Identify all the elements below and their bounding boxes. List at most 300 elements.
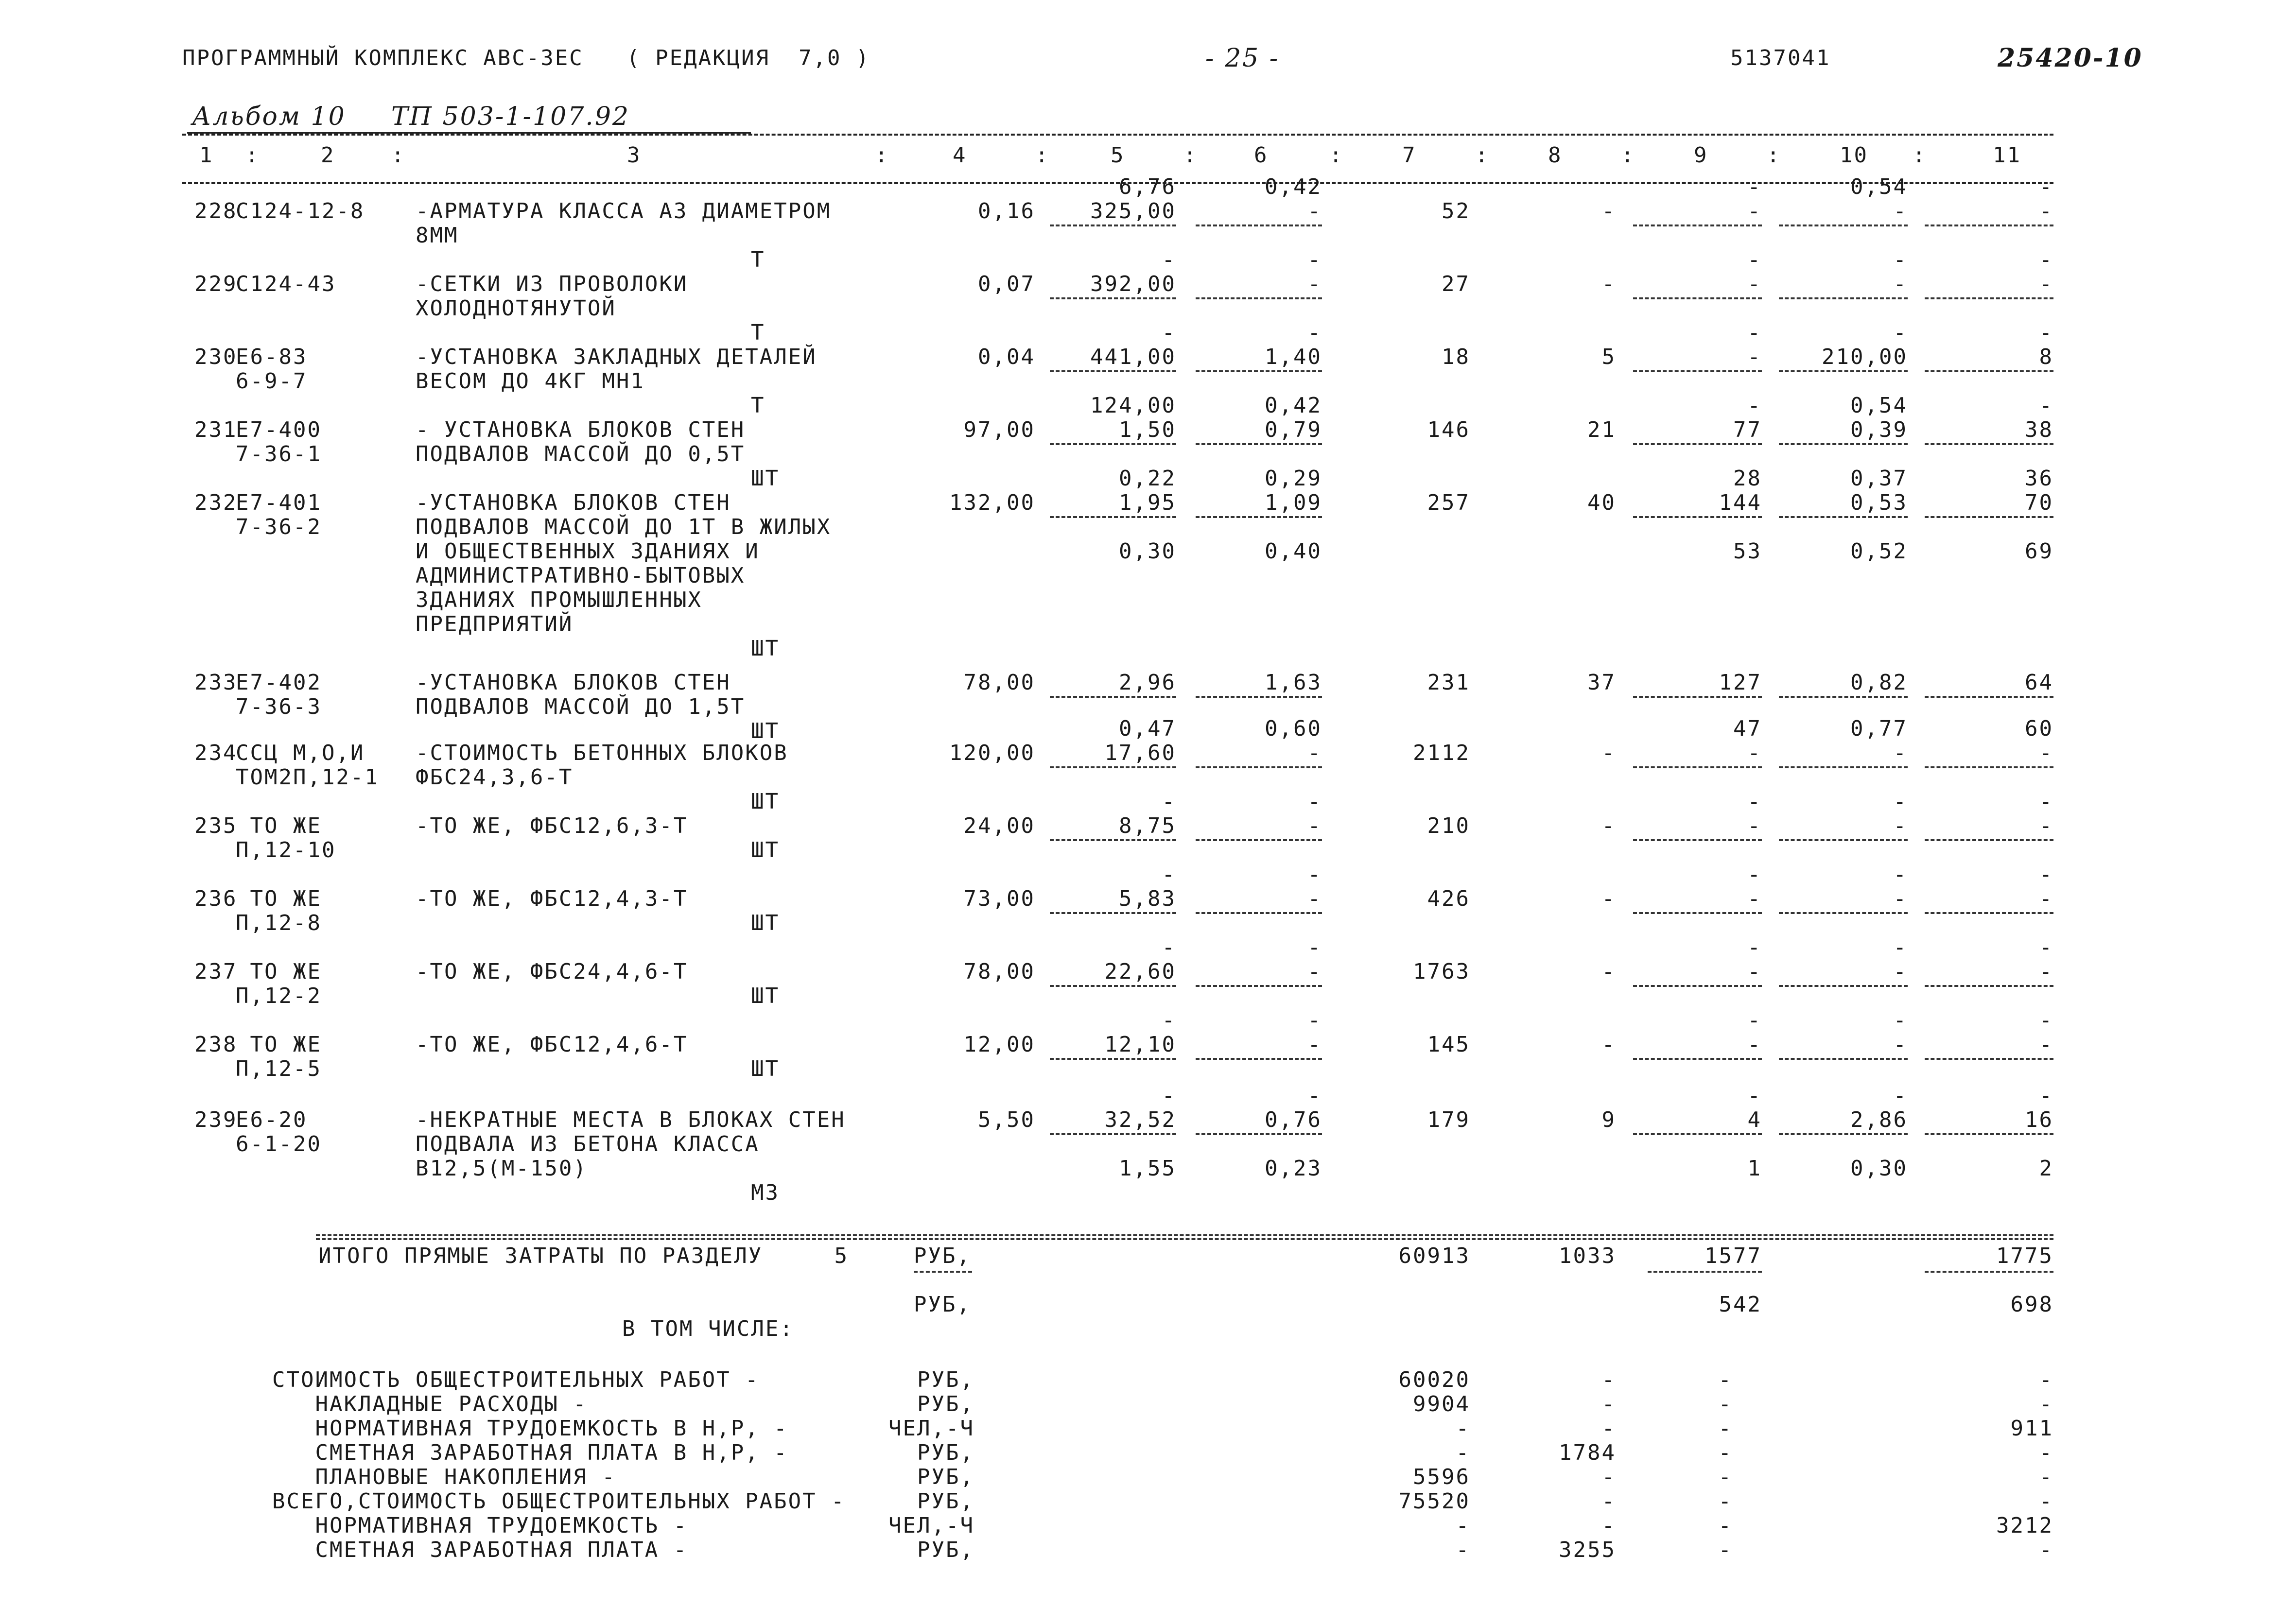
column-header-9: 9 — [1694, 143, 1708, 168]
cell-rule-10 — [1779, 696, 1908, 698]
summary-col-7: - — [1456, 1440, 1470, 1465]
cell-upper-6: - — [1307, 1083, 1322, 1108]
cell-rule-9 — [1633, 225, 1762, 226]
column-header-10: 10 — [1840, 143, 1868, 168]
column-header-3: 3 — [627, 143, 642, 168]
cell-rule-6 — [1196, 297, 1322, 299]
summary-unit: РУБ, — [917, 1392, 974, 1417]
cell-col-6: 1,09 — [1265, 490, 1322, 515]
summary-label: ВСЕГО,СТОИМОСТЬ ОБЩЕСТРОИТЕЛЬНЫХ РАБОТ - — [272, 1489, 846, 1514]
cell-col-4: 12,00 — [963, 1032, 1035, 1057]
row-number: 234 — [194, 741, 238, 765]
summary-col-7: 75520 — [1398, 1489, 1470, 1514]
cell-rule-5 — [1050, 1058, 1176, 1060]
cell-upper-9: - — [1747, 935, 1762, 960]
row-number: 235 — [194, 813, 238, 838]
summary-col-8: - — [1601, 1489, 1616, 1514]
total-col-8: 1033 — [1559, 1244, 1616, 1268]
summary-col-7: 9904 — [1413, 1392, 1470, 1417]
cell-col-10: - — [1893, 813, 1908, 838]
row-description: ХОЛОДНОТЯНУТОЙ — [416, 296, 616, 321]
column-separator: : — [1183, 143, 1198, 168]
cell-col-6: - — [1307, 272, 1322, 296]
summary-col-7: - — [1456, 1538, 1470, 1562]
cell-rule-5 — [1050, 1133, 1176, 1135]
cell-upper-9: - — [1747, 1083, 1762, 1108]
cell-rule-6 — [1196, 516, 1322, 518]
cell-col-9: - — [1747, 272, 1762, 296]
total-col-11: 1775 — [1996, 1244, 2053, 1268]
summary-col-9: - — [1718, 1538, 1733, 1562]
cell-col-9: - — [1747, 813, 1762, 838]
cell-col-7: 18 — [1442, 345, 1470, 369]
cell-upper-5: 6,76 — [1119, 174, 1176, 199]
row-code: С124-43 — [236, 272, 336, 296]
column-header-8: 8 — [1548, 143, 1563, 168]
cell-upper-6: 0,60 — [1265, 716, 1322, 741]
cell-upper-10: 0,54 — [1850, 393, 1908, 418]
program-title: ПРОГРАММНЫЙ КОМПЛЕКС АВС-3ЕС ( РЕДАКЦИЯ 7,0 ) — [182, 46, 870, 70]
row-description: - УСТАНОВКА БЛОКОВ СТЕН — [416, 417, 746, 442]
column-separator: : — [1475, 143, 1490, 168]
cell-col-9: - — [1747, 1032, 1762, 1057]
row-description: АДМИНИСТРАТИВНО-БЫТОВЫХ — [416, 563, 746, 588]
summary-col-9: - — [1718, 1367, 1733, 1392]
cell-col-10: - — [1893, 272, 1908, 296]
cell-rule-10 — [1779, 766, 1908, 768]
row-description: -ТО ЖЕ, ФБС12,4,3-Т — [416, 886, 688, 911]
cell-upper-11: - — [2039, 1008, 2053, 1033]
cell-upper-10: - — [1893, 247, 1908, 272]
totals-rule — [316, 1234, 2053, 1236]
cell-col-5: 8,75 — [1119, 813, 1176, 838]
summary-col-8: - — [1601, 1513, 1616, 1538]
cell-col-10: - — [1893, 886, 1908, 911]
cell-rule-10 — [1779, 443, 1908, 445]
summary-col-11: - — [2039, 1367, 2053, 1392]
cell-upper-9: - — [1747, 789, 1762, 814]
cell-upper-6: 0,42 — [1265, 174, 1322, 199]
cell-rule-10 — [1779, 370, 1908, 372]
row-number: 237 — [194, 959, 238, 984]
cell-rule-11 — [1925, 225, 2053, 226]
cell-col-9: 4 — [1747, 1107, 1762, 1132]
cell-rule-11 — [1925, 839, 2053, 841]
cell-col-6: - — [1307, 1032, 1322, 1057]
column-header-5: 5 — [1111, 143, 1125, 168]
cell-col-8: - — [1601, 886, 1616, 911]
row-description: -СТОИМОСТЬ БЕТОННЫХ БЛОКОВ — [416, 741, 788, 765]
summary-col-7: 5596 — [1413, 1465, 1470, 1489]
row-number: 229 — [194, 272, 238, 296]
row-code: Е6-83 — [236, 345, 308, 369]
summary-label: НОРМАТИВНАЯ ТРУДОЕМКОСТЬ - — [272, 1513, 688, 1538]
row-description: -ТО ЖЕ, ФБС12,4,6-Т — [416, 1032, 688, 1057]
cell-col-11: - — [2039, 1032, 2053, 1057]
total-unit-rule — [914, 1271, 972, 1273]
row-description: -ТО ЖЕ, ФБС24,4,6-Т — [416, 959, 688, 984]
cell-col-6: 1,40 — [1265, 345, 1322, 369]
cell-col-10: - — [1893, 1032, 1908, 1057]
cell-rule-9 — [1633, 297, 1762, 299]
summary-col-9: - — [1718, 1440, 1733, 1465]
row-unit: ШТ — [751, 984, 780, 1008]
cell-col-6: - — [1307, 886, 1322, 911]
row-number: 230 — [194, 345, 238, 369]
cell-col-7: 146 — [1427, 417, 1470, 442]
row-code: Е6-20 — [236, 1107, 308, 1132]
row-description: В12,5(М-150) — [416, 1156, 588, 1181]
cell-col-7: 27 — [1442, 272, 1470, 296]
cell-upper-10: 0,77 — [1850, 716, 1908, 741]
row-code-secondary: 7-36-3 — [236, 694, 322, 719]
cell-col-9: - — [1747, 959, 1762, 984]
cell-col-4: 0,07 — [978, 272, 1035, 296]
row-code: ТО ЖЕ — [236, 1032, 322, 1057]
cell-col-8: - — [1601, 959, 1616, 984]
cell-upper-11: - — [2039, 789, 2053, 814]
summary-col-8: 3255 — [1559, 1538, 1616, 1562]
cell-col-7: 210 — [1427, 813, 1470, 838]
cell-rule-11 — [1925, 297, 2053, 299]
cell-lower-6: 0,23 — [1265, 1156, 1322, 1181]
cell-col-11: - — [2039, 886, 2053, 911]
cell-rule-6 — [1196, 225, 1322, 226]
row-code: ТО ЖЕ — [236, 813, 322, 838]
doc-number: 25420-10 — [1998, 43, 2143, 73]
cell-col-11: - — [2039, 199, 2053, 224]
summary-col-9: - — [1718, 1513, 1733, 1538]
row-code-secondary: 6-1-20 — [236, 1132, 322, 1157]
cell-col-8: 21 — [1587, 417, 1616, 442]
row-description: И ОБЩЕСТВЕННЫХ ЗДАНИЯХ И — [416, 539, 760, 564]
summary-col-7: 60020 — [1398, 1367, 1470, 1392]
row-description: -НЕКРАТНЫЕ МЕСТА В БЛОКАХ СТЕН — [416, 1107, 846, 1132]
row-number: 231 — [194, 417, 238, 442]
cell-upper-11: - — [2039, 174, 2053, 199]
cell-rule-6 — [1196, 1133, 1322, 1135]
summary-label: СМЕТНАЯ ЗАРАБОТНАЯ ПЛАТА - — [272, 1538, 688, 1562]
cell-rule-5 — [1050, 225, 1176, 226]
row-code-secondary: П,12-2 — [236, 984, 322, 1008]
cell-col-4: 78,00 — [963, 959, 1035, 984]
summary-label: СМЕТНАЯ ЗАРАБОТНАЯ ПЛАТА В Н,Р, - — [272, 1440, 788, 1465]
cell-col-6: 1,63 — [1265, 670, 1322, 695]
cell-upper-9: 47 — [1733, 716, 1762, 741]
row-description: -УСТАНОВКА БЛОКОВ СТЕН — [416, 490, 731, 515]
row-description: -УСТАНОВКА ЗАКЛАДНЫХ ДЕТАЛЕЙ — [416, 345, 817, 369]
cell-rule-9 — [1633, 516, 1762, 518]
cell-col-5: 12,10 — [1104, 1032, 1176, 1057]
cell-rule-6 — [1196, 443, 1322, 445]
cell-col-8: - — [1601, 1032, 1616, 1057]
cell-col-4: 132,00 — [949, 490, 1035, 515]
cell-upper-5: - — [1162, 247, 1176, 272]
summary-label: ПЛАНОВЫЕ НАКОПЛЕНИЯ - — [272, 1465, 616, 1489]
summary-unit: РУБ, — [917, 1538, 974, 1562]
incl-label: В ТОМ ЧИСЛЕ: — [622, 1316, 794, 1341]
cell-upper-9: - — [1747, 862, 1762, 887]
column-separator: : — [391, 143, 406, 168]
row-code: Е7-401 — [236, 490, 322, 515]
cell-col-5: 2,96 — [1119, 670, 1176, 695]
cell-rule-9 — [1633, 696, 1762, 698]
cell-rule-5 — [1050, 766, 1176, 768]
summary-col-8: - — [1601, 1416, 1616, 1441]
cell-col-5: 1,95 — [1119, 490, 1176, 515]
cell-upper-10: 0,54 — [1850, 174, 1908, 199]
cell-rule-6 — [1196, 839, 1322, 841]
total-unit-lower: РУБ, — [914, 1292, 971, 1317]
cell-upper-10: - — [1893, 935, 1908, 960]
row-description: ПРЕДПРИЯТИЙ — [416, 612, 574, 637]
cell-col-10: 210,00 — [1822, 345, 1908, 369]
row-unit: ШТ — [751, 719, 780, 743]
cell-lower-9: 53 — [1733, 539, 1762, 564]
row-unit: ШТ — [751, 636, 780, 661]
cell-upper-5: - — [1162, 320, 1176, 345]
summary-col-9: - — [1718, 1416, 1733, 1441]
cell-rule-11 — [1925, 912, 2053, 914]
row-unit: Т — [751, 247, 765, 272]
row-code: ТО ЖЕ — [236, 959, 322, 984]
cell-col-8: - — [1601, 741, 1616, 765]
cell-col-7: 1763 — [1413, 959, 1470, 984]
cell-upper-11: 60 — [2025, 716, 2053, 741]
cell-col-10: - — [1893, 741, 1908, 765]
cell-col-8: 5 — [1601, 345, 1616, 369]
cell-col-5: 325,00 — [1090, 199, 1176, 224]
column-separator: : — [1329, 143, 1344, 168]
cell-rule-11 — [1925, 1058, 2053, 1060]
cell-upper-10: - — [1893, 1083, 1908, 1108]
cell-upper-5: 124,00 — [1090, 393, 1176, 418]
cell-upper-5: - — [1162, 935, 1176, 960]
summary-col-9: - — [1718, 1489, 1733, 1514]
summary-col-8: 1784 — [1559, 1440, 1616, 1465]
cell-col-11: 70 — [2025, 490, 2053, 515]
summary-unit: ЧЕЛ,-Ч — [888, 1416, 974, 1441]
row-code: Е7-402 — [236, 670, 322, 695]
cell-lower-9: 1 — [1747, 1156, 1762, 1181]
cell-col-4: 73,00 — [963, 886, 1035, 911]
row-description: ФБС24,3,6-Т — [416, 765, 574, 790]
row-description: ПОДВАЛОВ МАССОЙ ДО 1Т В ЖИЛЫХ — [416, 515, 832, 539]
column-header-4: 4 — [953, 143, 967, 168]
cell-col-6: - — [1307, 741, 1322, 765]
summary-unit: ЧЕЛ,-Ч — [888, 1513, 974, 1538]
summary-col-8: - — [1601, 1392, 1616, 1417]
row-unit: ШТ — [751, 466, 780, 491]
summary-unit: РУБ, — [917, 1489, 974, 1514]
cell-col-11: - — [2039, 813, 2053, 838]
summary-col-8: - — [1601, 1465, 1616, 1489]
cell-col-9: 77 — [1733, 417, 1762, 442]
cell-upper-9: - — [1747, 393, 1762, 418]
summary-unit: РУБ, — [917, 1440, 974, 1465]
cell-rule-6 — [1196, 1058, 1322, 1060]
row-code-secondary: ТОМ2П,12-1 — [236, 765, 379, 790]
cell-col-4: 120,00 — [949, 741, 1035, 765]
cell-rule-10 — [1779, 985, 1908, 987]
cell-rule-10 — [1779, 1133, 1908, 1135]
summary-col-11: 911 — [2010, 1416, 2053, 1441]
cell-upper-11: - — [2039, 935, 2053, 960]
cell-upper-6: 0,29 — [1265, 466, 1322, 491]
row-description: ПОДВАЛА ИЗ БЕТОНА КЛАССА — [416, 1132, 760, 1157]
cell-rule-5 — [1050, 297, 1176, 299]
cell-rule-9 — [1633, 766, 1762, 768]
doc-code: 5137041 — [1730, 46, 1831, 70]
row-code-secondary: 7-36-2 — [236, 515, 322, 539]
cell-col-5: 1,50 — [1119, 417, 1176, 442]
row-code-secondary: 6-9-7 — [236, 369, 308, 394]
cell-rule-11 — [1925, 516, 2053, 518]
cell-upper-5: 0,47 — [1119, 716, 1176, 741]
cell-col-4: 78,00 — [963, 670, 1035, 695]
column-separator: : — [1035, 143, 1050, 168]
row-code: ССЦ М,О,И — [236, 741, 365, 765]
row-description: -УСТАНОВКА БЛОКОВ СТЕН — [416, 670, 731, 695]
cell-col-7: 257 — [1427, 490, 1470, 515]
column-separator: : — [245, 143, 260, 168]
cell-rule-9 — [1633, 912, 1762, 914]
cell-col-7: 231 — [1427, 670, 1470, 695]
cell-col-5: 5,83 — [1119, 886, 1176, 911]
summary-label: НАКЛАДНЫЕ РАСХОДЫ - — [272, 1392, 588, 1417]
total-rule-11 — [1925, 1271, 2053, 1273]
cell-col-8: 40 — [1587, 490, 1616, 515]
cell-col-11: 16 — [2025, 1107, 2053, 1132]
cell-upper-6: 0,42 — [1265, 393, 1322, 418]
column-separator: : — [1767, 143, 1781, 168]
cell-col-9: - — [1747, 199, 1762, 224]
cell-col-5: 441,00 — [1090, 345, 1176, 369]
cell-rule-6 — [1196, 985, 1322, 987]
cell-upper-10: 0,37 — [1850, 466, 1908, 491]
row-unit: ШТ — [751, 789, 780, 814]
row-number: 236 — [194, 886, 238, 911]
album-label: Альбом 10 — [192, 102, 346, 131]
cell-upper-11: - — [2039, 1083, 2053, 1108]
summary-col-8: - — [1601, 1367, 1616, 1392]
total-unit: РУБ, — [914, 1244, 971, 1268]
cell-upper-9: - — [1747, 174, 1762, 199]
row-code-secondary: П,12-5 — [236, 1056, 322, 1081]
cell-lower-5: 1,55 — [1119, 1156, 1176, 1181]
summary-col-11: - — [2039, 1465, 2053, 1489]
cell-upper-11: - — [2039, 320, 2053, 345]
row-code: Е7-400 — [236, 417, 322, 442]
cell-rule-9 — [1633, 443, 1762, 445]
cell-lower-10: 0,30 — [1850, 1156, 1908, 1181]
cell-rule-6 — [1196, 766, 1322, 768]
row-description: -ТО ЖЕ, ФБС12,6,3-Т — [416, 813, 688, 838]
cell-rule-11 — [1925, 985, 2053, 987]
page-number: - 25 - — [1205, 44, 1280, 73]
cell-col-9: 127 — [1719, 670, 1762, 695]
tp-label: ТП 503-1-107.92 — [391, 102, 630, 131]
summary-col-11: - — [2039, 1489, 2053, 1514]
totals-rule — [316, 1238, 2053, 1240]
cell-rule-10 — [1779, 516, 1908, 518]
cell-col-10: 0,53 — [1850, 490, 1908, 515]
cell-upper-10: - — [1893, 862, 1908, 887]
cell-rule-5 — [1050, 912, 1176, 914]
cell-col-8: 9 — [1601, 1107, 1616, 1132]
cell-col-8: 37 — [1587, 670, 1616, 695]
summary-col-7: - — [1456, 1416, 1470, 1441]
cell-upper-5: - — [1162, 789, 1176, 814]
row-code: С124-12-8 — [236, 199, 365, 224]
row-number: 228 — [194, 199, 238, 224]
cell-rule-5 — [1050, 443, 1176, 445]
cell-rule-10 — [1779, 912, 1908, 914]
cell-lower-5: 0,30 — [1119, 539, 1176, 564]
row-description: -АРМАТУРА КЛАССА А3 ДИАМЕТРОМ — [416, 199, 832, 224]
cell-rule-9 — [1633, 1058, 1762, 1060]
column-header-7: 7 — [1402, 143, 1417, 168]
column-separator: : — [1621, 143, 1635, 168]
cell-col-6: 0,79 — [1265, 417, 1322, 442]
row-number: 233 — [194, 670, 238, 695]
cell-rule-10 — [1779, 297, 1908, 299]
cell-col-11: 38 — [2025, 417, 2053, 442]
summary-col-11: - — [2039, 1538, 2053, 1562]
row-description: ВЕСОМ ДО 4КГ МН1 — [416, 369, 645, 394]
row-description: 8ММ — [416, 223, 459, 248]
column-separator: : — [1913, 143, 1927, 168]
row-description: ПОДВАЛОВ МАССОЙ ДО 0,5Т — [416, 442, 746, 467]
cell-upper-5: - — [1162, 1008, 1176, 1033]
cell-col-4: 0,16 — [978, 199, 1035, 224]
total-lower-9: 542 — [1719, 1292, 1762, 1317]
cell-rule-5 — [1050, 985, 1176, 987]
cell-upper-9: 28 — [1733, 466, 1762, 491]
row-unit: Т — [751, 393, 765, 418]
row-unit: ШТ — [751, 911, 780, 935]
total-col-7: 60913 — [1398, 1244, 1470, 1268]
cell-lower-6: 0,40 — [1265, 539, 1322, 564]
summary-col-11: 3212 — [1996, 1513, 2053, 1538]
cell-upper-11: - — [2039, 862, 2053, 887]
cell-rule-11 — [1925, 1133, 2053, 1135]
cell-upper-5: - — [1162, 862, 1176, 887]
cell-col-8: - — [1601, 272, 1616, 296]
cell-upper-10: - — [1893, 1008, 1908, 1033]
cell-rule-11 — [1925, 443, 2053, 445]
row-description: -СЕТКИ ИЗ ПРОВОЛОКИ — [416, 272, 688, 296]
cell-upper-5: - — [1162, 1083, 1176, 1108]
column-separator: : — [875, 143, 889, 168]
summary-col-9: - — [1718, 1465, 1733, 1489]
cell-col-11: 8 — [2039, 345, 2053, 369]
cell-col-5: 22,60 — [1104, 959, 1176, 984]
cell-lower-11: 2 — [2039, 1156, 2053, 1181]
cell-rule-6 — [1196, 912, 1322, 914]
cell-upper-11: - — [2039, 247, 2053, 272]
total-lower-11: 698 — [2010, 1292, 2053, 1317]
cell-col-6: - — [1307, 199, 1322, 224]
cell-rule-11 — [1925, 696, 2053, 698]
summary-label: НОРМАТИВНАЯ ТРУДОЕМКОСТЬ В Н,Р, - — [272, 1416, 788, 1441]
cell-col-5: 392,00 — [1090, 272, 1176, 296]
cell-rule-9 — [1633, 839, 1762, 841]
summary-col-9: - — [1718, 1392, 1733, 1417]
row-unit: ШТ — [751, 838, 780, 863]
summary-unit: РУБ, — [917, 1465, 974, 1489]
cell-rule-10 — [1779, 839, 1908, 841]
